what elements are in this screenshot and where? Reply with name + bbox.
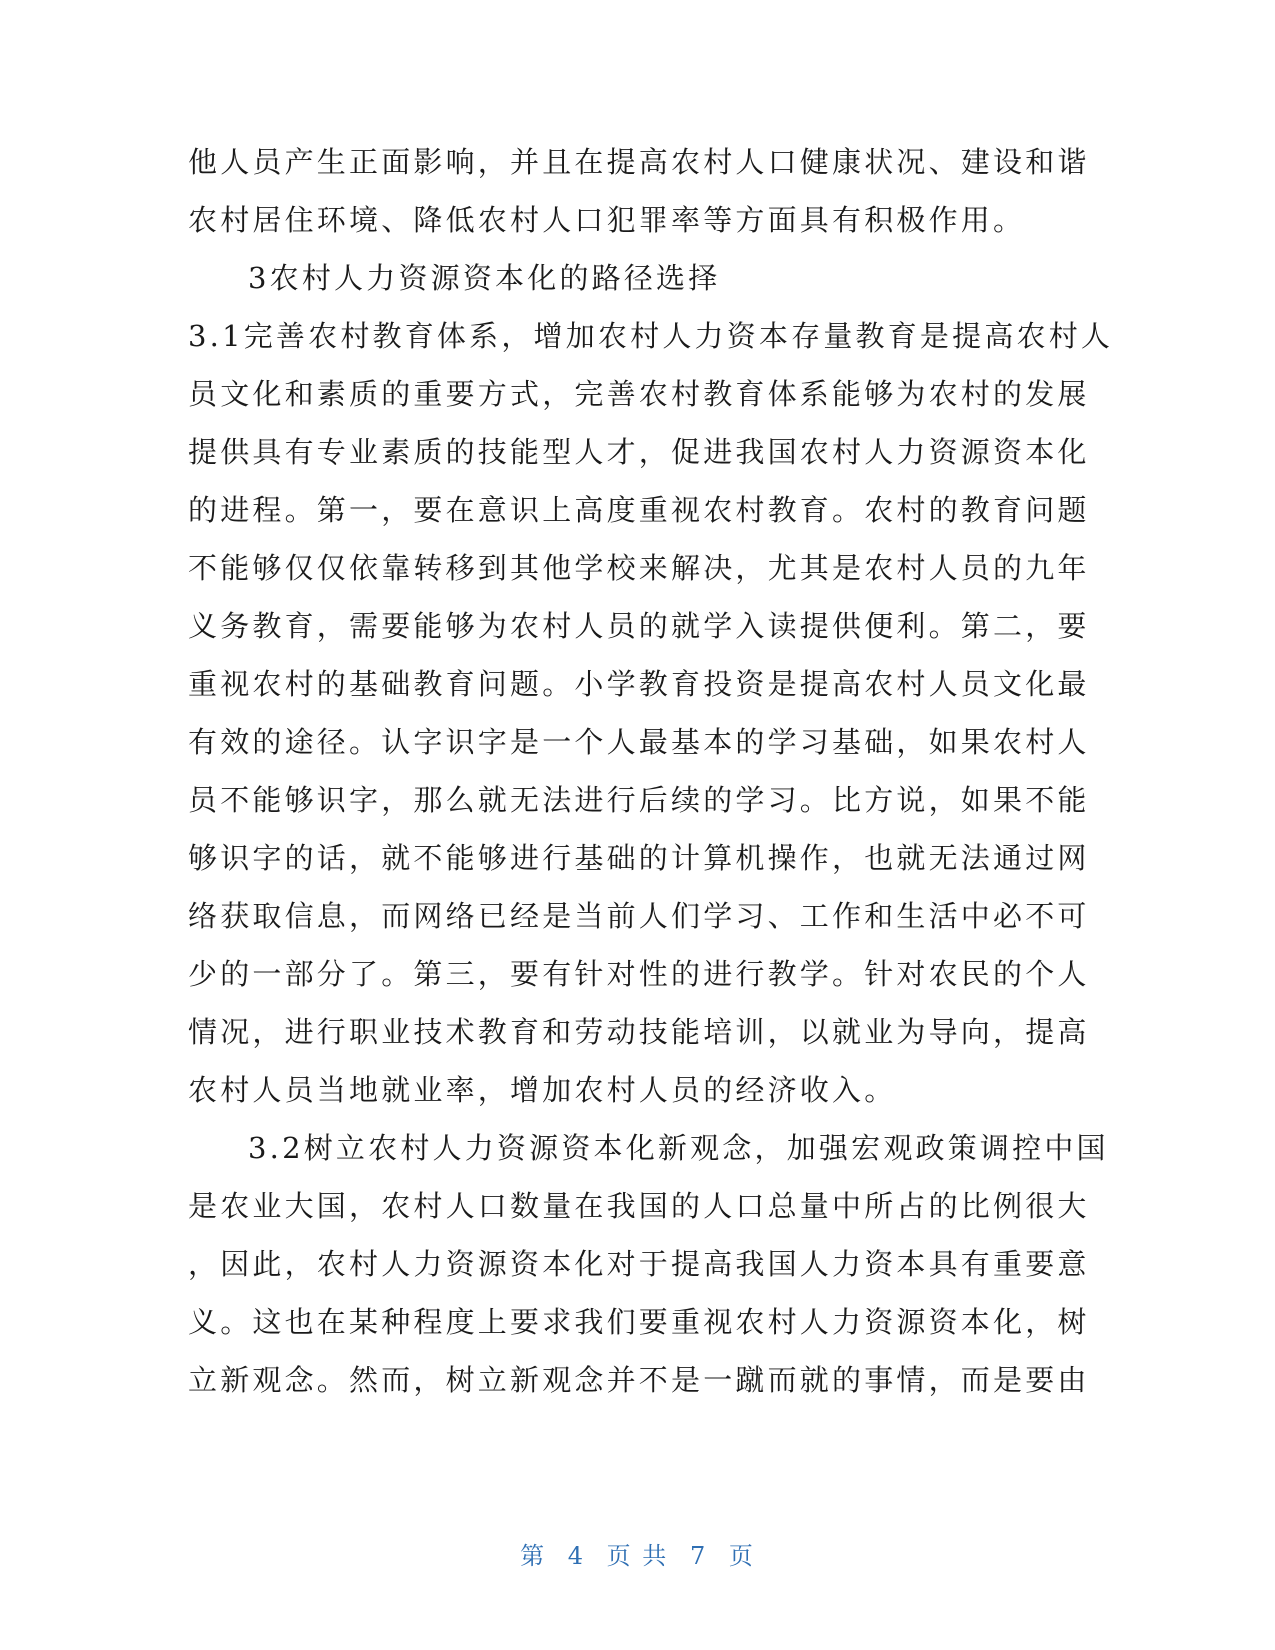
current-page-number: 4: [567, 1542, 586, 1570]
text-line: 情况，进行职业技术教育和劳动技能培训，以就业为导向，提高: [188, 1015, 1090, 1049]
total-page-count: 7: [689, 1542, 708, 1570]
text-line: 提供具有专业素质的技能型人才，促进我国农村人力资源资本化: [188, 435, 1090, 469]
text-line: 够识字的话，就不能够进行基础的计算机操作，也就无法通过网: [188, 841, 1090, 875]
text-line: ，因此，农村人力资源资本化对于提高我国人力资本具有重要意: [188, 1247, 1090, 1281]
text-line: 络获取信息，而网络已经是当前人们学习、工作和生活中必不可: [188, 899, 1090, 933]
text-line: 农村居住环境、降低农村人口犯罪率等方面具有积极作用。: [188, 203, 1026, 237]
text-line: 是农业大国，农村人口数量在我国的人口总量中所占的比例很大: [188, 1189, 1090, 1223]
subsection-heading-line: 3.2树立农村人力资源资本化新观念，加强宏观政策调控中国: [248, 1131, 1109, 1165]
text-line: 他人员产生正面影响，并且在提高农村人口健康状况、建设和谐: [188, 145, 1090, 179]
text-line: 立新观念。然而，树立新观念并不是一蹴而就的事情，而是要由: [188, 1363, 1090, 1397]
text-line: 义务教育，需要能够为农村人员的就学入读提供便利。第二，要: [188, 609, 1090, 643]
text-line: 有效的途径。认字识字是一个人最基本的学习基础，如果农村人: [188, 725, 1090, 759]
text-line: 不能够仅仅依靠转移到其他学校来解决，尤其是农村人员的九年: [188, 551, 1090, 585]
text-line: 义。这也在某种程度上要求我们要重视农村人力资源资本化，树: [188, 1305, 1090, 1339]
footer-suffix: 页: [728, 1542, 755, 1570]
subsection-heading-line: 3.1完善农村教育体系，增加农村人力资本存量教育是提高农村人: [188, 319, 1114, 353]
footer-middle: 页 共: [606, 1542, 669, 1570]
footer-prefix: 第: [520, 1542, 547, 1570]
text-line: 员不能够识字，那么就无法进行后续的学习。比方说，如果不能: [188, 783, 1090, 817]
text-line: 重视农村的基础教育问题。小学教育投资是提高农村人员文化最: [188, 667, 1090, 701]
text-line: 农村人员当地就业率，增加农村人员的经济收入。: [188, 1073, 897, 1107]
text-line: 的进程。第一，要在意识上高度重视农村教育。农村的教育问题: [188, 493, 1090, 527]
text-line: 员文化和素质的重要方式，完善农村教育体系能够为农村的发展: [188, 377, 1090, 411]
section-heading: 3农村人力资源资本化的路径选择: [248, 261, 721, 295]
page-footer: [0, 1536, 1275, 1571]
text-line: 少的一部分了。第三，要有针对性的进行教学。针对农民的个人: [188, 957, 1090, 991]
